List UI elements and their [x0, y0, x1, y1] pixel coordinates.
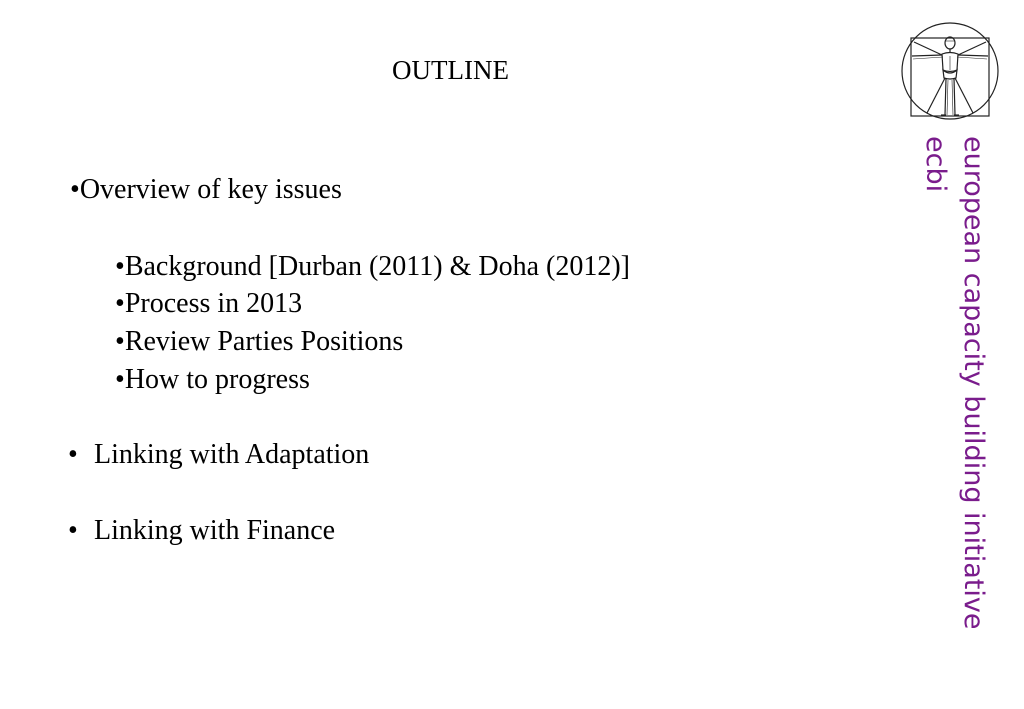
bullet-dot: • [115, 364, 125, 395]
bullet-item-overview [70, 173, 342, 207]
sub-bullet-item-review [115, 325, 403, 359]
slide-title: OUTLINE [392, 55, 509, 85]
vitruvian-man-icon [899, 20, 1001, 122]
bullet-text: Linking with Finance [94, 515, 336, 546]
bullet-text: Linking with Adaptation [94, 439, 370, 470]
bullet-dot: • [115, 251, 125, 282]
bullet-text: How to progress [124, 364, 310, 395]
bullet-dot: • [68, 515, 78, 546]
bullet-dot: • [115, 288, 125, 319]
brand-abbreviation: ecbi [920, 136, 951, 193]
bullet-text: Review Parties Positions [124, 326, 404, 357]
brand-name: european capacity building initiative [958, 136, 989, 630]
brand-vertical-text [916, 136, 992, 629]
bullet-dot: • [68, 439, 78, 470]
bullet-text: Background [Durban (2011) & Doha (2012)] [124, 251, 630, 282]
sub-bullet-item-process [115, 287, 302, 321]
bullet-text: Overview of key issues [79, 174, 342, 205]
bullet-item-finance [68, 514, 335, 548]
bullet-item-adaptation [68, 438, 369, 472]
bullet-dot: • [70, 174, 80, 205]
sub-bullet-item-progress [115, 363, 310, 397]
bullet-text: Process in 2013 [124, 288, 303, 319]
sub-bullet-item-background [115, 250, 630, 284]
bullet-dot: • [115, 326, 125, 357]
